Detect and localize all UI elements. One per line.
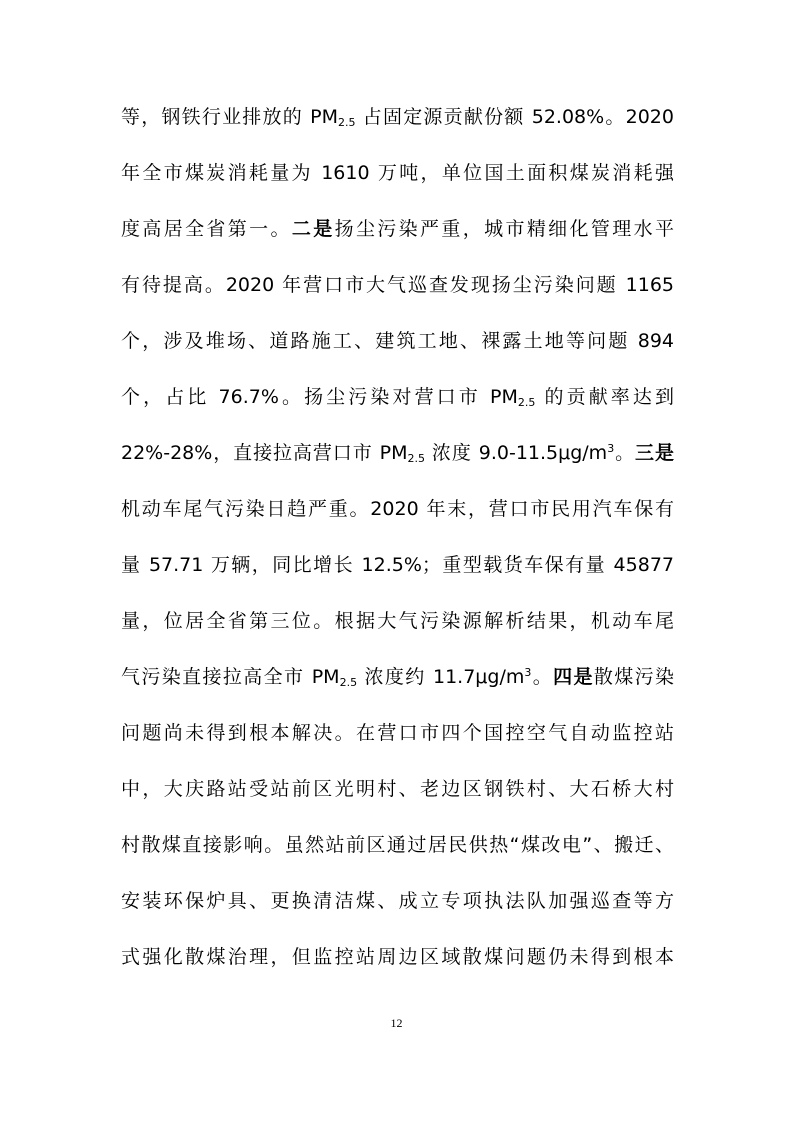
text-line-7 [121, 439, 674, 467]
text-line-16: 式强化散煤治理，但监控站周边区域散煤问题仍未得到根本 [121, 946, 674, 968]
text-segment: 扬尘污染严重，城市精细化管理水平 [334, 218, 674, 240]
text-line-5: 个，涉及堆场、道路施工、建筑工地、裸露土地等问题 894 [121, 330, 674, 352]
text-line-14: 村散煤直接影响。虽然站前区通过居民供热“煤改电”、搬迁、 [121, 834, 674, 856]
bold-marker-two: 二是 [291, 218, 335, 240]
text-line-12: 问题尚未得到根本解决。在营口市四个国控空气自动监控站 [121, 722, 674, 744]
page-number: 12 [390, 1016, 403, 1030]
text-segment: 度高居全省第一。 [121, 218, 292, 240]
bold-marker-three: 三是 [635, 442, 674, 464]
text-line-6: 个，占比 76.7%。扬尘污染对营口市 $PM_{2.5}$ 的贡献率达到 [121, 386, 674, 409]
text-line-8: 机动车尾气污染日趋严重。2020 年末，营口市民用汽车保有 [121, 498, 674, 520]
text-line-13: 中，大庆路站受站前区光明村、老边区钢铁村、大石桥大村 [121, 778, 674, 800]
text-segment: 22%-28%，直接拉高营口市 $PM_{2.5}$ 浓度 $9.0-11.5\mu g/m^3$。 [121, 442, 636, 465]
text-line-15: 安装环保炉具、更换清洁煤、成立专项执法队加强巡查等方 [121, 890, 674, 912]
text-line-9: 量 57.71 万辆，同比增长 12.5%；重型载货车保有量 45877 [121, 554, 674, 576]
text-line-1: 等，钢铁行业排放的 $PM_{2.5}$ 占固定源贡献份额 52.08%。2020 [121, 106, 674, 129]
bold-marker-four: 四是 [553, 666, 594, 688]
text-line-2: 年全市煤炭消耗量为 1610 万吨，单位国土面积煤炭消耗强 [121, 162, 674, 184]
text-line-4: 有待提高。2020 年营口市大气巡查发现扬尘污染问题 1165 [121, 274, 674, 296]
text-line-10: 量，位居全省第三位。根据大气污染源解析结果，机动车尾 [121, 610, 674, 632]
text-line-11 [121, 663, 674, 691]
text-segment: 散煤污染 [593, 666, 674, 688]
text-line-3 [121, 215, 674, 243]
text-segment: 气污染直接拉高全市 $PM_{2.5}$ 浓度约 $11.7\mu g/m^3$。 [121, 666, 554, 689]
